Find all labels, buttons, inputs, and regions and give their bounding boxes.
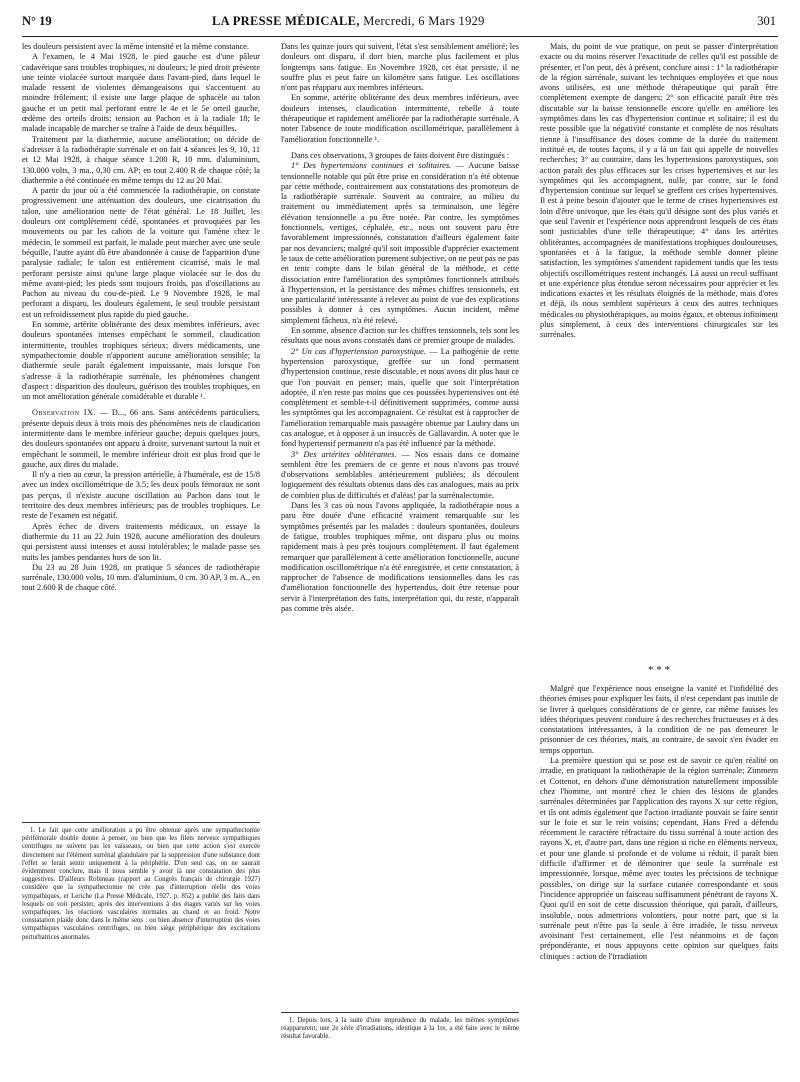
issue-number: N° 19 [22,14,52,28]
running-header [22,12,778,32]
issue-date: Mercredi, 6 Mars 1929 [363,14,485,28]
group-1-text: Aucune baisse tensionnelle notable qui pût être prise en considération n'a été obtenue par cette méthode, contrairement aux constatations des promoteurs de la radiothérapie surrénale. Souvent au contraire, au milieu du traitement ou immédiatement après sa terminaison, une légère élévation tensionnelle a pu être notée. Par contre, les symptômes fonctionnels, vertiges, céphalée, etc., nous ont souvent paru être favorablement impressionnés, constatation d'ailleurs également faite par nos devanciers; malgré qu'il soit impossible d'apprécier exactement le taux de cette amélioration purement subjective, on ne peut pas ne pas en tenir compte dans le bilan général de la méthode, et cette dissociation entre l'amélioration des symptômes fonctionnels attribués à l'hypertension, et la persistance des mêmes chiffres tensionnels, est une particularité intéressante à relever au point de vue des explications possibles à donner à ces symptômes. Aucun incident, même simplement fâcheux, n'a été relevé. [281,161,520,325]
footnote-rule [281,1012,519,1013]
paragraph: Mais, du point de vue pratique, on peut se passer d'interprétation exacte ou du moins réserver l'exactitude de celles qu'il est possible de présenter, et l'on peut, dès à présent, conclure ainsi : 1° la radiothérapie de la région surrénale, suivant les techniques employées et que nous avons utilisées, est une méthode thérapeutique qui paraît être complètement exempte de dangers; 2° son efficacité paraît être très discutable sur la baisse tensionnelle encore qu'elle en améliore les symptômes dans les cas d'hypertension continue et solitaire; il est du reste possible que la négativité constante et complète de nos résultats tienne à l'insuffisance des doses comme de la durée du traitement institué et, de toutes façons, il y a là un fait qui appelle de nouvelles recherches; 3° au contraire, dans les hypertensions paroxystiques, son action paraît des plus efficaces sur les crises hypertensives et sur les symptômes qui les accompagnent, nulle, par contre, sur le fond d'hypertension continue sur lequel se greffent ces crises hypertensives. Il est à peine besoin d'ajouter que le terme de crises hypertensives est loin d'être univoque, que les états qu'il désigne sont des plus variés et que seul l'avenir et l'expérience nous apprendront lesquels de ces états sont justiciables d'une telle thérapeutique; 4° dans les artérites oblitérantes, accompagnées de manifestations trophiques douloureuses, spontanées et à la fatigue, la méthode semble donner pleine satisfaction, les symptômes s'amendent rapidement tandis que les tests objectifs oscillométriques restent inchangés. Là aussi un recul suffisant et une expérience plus étendue seront nécessaires pour apprécier et les indications exactes et les résultats éloignés de la méthode, mais d'ores et déjà, ils nous semblent supérieurs à ceux des autres techniques médicales ou physiothérapiques, au moins égaux, et obtenus infiniment plus simplement, à ceux des interventions chirurgicales sur les surrénales. [540,42,778,340]
paragraph: Dans les quinze jours qui suivent, l'état s'est sensiblement amélioré; les douleurs ont disparu, il dort bien, marche plus facilement et plus longtemps sans fatigue. En Novembre 1928, cet état persiste, il ne souffre plus et peut faire un kilomètre sans fatigue. Les oscillations n'ont pas réapparu aux membres inférieurs. [281,42,519,93]
paragraph: En somme, artérite oblitérante des deux membres inférieurs, avec douleurs spontanées intenses empêchant le sommeil, claudication intermittente, troubles trophiques sérieux; divers médicaments, une sympathectomie double n'apportent aucune amélioration sensible; la diathermie seule paraît également impuissante, mais lorsque l'on s'adresse à la radiothérapie surrénale, les phénomènes changent d'aspect : disparition des douleurs, guérison des troubles trophiques, en un mot amélioration générale considérable et durable ¹. [22,320,260,402]
paragraph: Malgré que l'expérience nous enseigne la vanité et l'infidélité des théories émises pour expliquer les faits, il n'est cependant pas inutile de se livrer à quelques considérations de ce genre, car même fausses les idées théoriques peuvent conduire à des recherches fructueuses et à des constatations intéressantes, à la condition de ne pas demeurer le prisonnier de ces théories, mais, au contraire, de savoir s'en évader en temps opportun. [540,684,778,755]
observation-label: Observation IX. [32,408,97,418]
observation-text: D..., 66 ans. Sans antécédents particuliers, présente depuis deux à trois mois des phénomènes nets de claudication intermittente dans le membre inférieur gauche; depuis quelques jours, des douleurs spontanées ont apparu à droite, survenant surtout la nuit et empêchant le sommeil, le membre inférieur droit est plus froid que le gauche, aux dires du malade. [22,408,260,469]
header-rule [22,36,778,37]
footnote-1 [22,827,260,942]
group-1-paragraph: 1° Des hypertensions continues et solitaires. — Aucune baisse tensionnelle notable qui pût être prise en considération n'a été obtenue par cette méthode, contrairement aux constatations des promoteurs de la radiothérapie surrénale. Souvent au contraire, au milieu du traitement ou immédiatement après sa terminaison, une légère élévation tensionnelle a pu être notée. Par contre, les symptômes fonctionnels, vertiges, céphalée, etc., nous ont souvent paru être favorablement impressionnés, constatation d'ailleurs également faite par nos devanciers; malgré qu'il soit impossible d'apprécier exactement le taux de cette amélioration purement subjective, on ne peut pas ne pas en tenir compte dans le bilan général de la méthode, et cette dissociation entre l'amélioration des symptômes fonctionnels attribués à l'hypertension, et la persistance des mêmes chiffres tensionnels, est une particularité intéressante à relever au point de vue des explications possibles à donner à ces symptômes. Aucun incident, même simplement fâcheux, n'a été relevé. [281,161,520,325]
paragraph: La première question qui se pose est de savoir ce qu'en réalité on irradie, en pratiquant la radiothérapie de la région surrénale; Zimmern et Cottenot, en dehors d'une démonstration naturellement impossible chez l'homme, ont montré chez le chien des lésions de glandes surrénales déterminées par l'application des rayons X sur cette région, et ils ont admis également que l'action irradiante pouvait se faire sentir sur le foie et sur le rein voisins; cependant, Hans Fred a défendu récemment le caractère réfractaire du tissu surrénal à toute action des rayons X, et, d'autre part, dans une région si riche en éléments nerveux, et pour une glande si profonde et de volume si réduit, il paraît bien difficile d'affirmer et de démontrer que seule la surrénale est impressionnée, lorsque, même avec toutes les précisions de technique possibles, on dirige sur la surface cutanée correspondante et sous l'incidence appropriée un faisceau suffisamment pénétrant de rayons X. Quoi qu'il en soit de cette discussion théorique, qui paraît, d'ailleurs, insoluble, nous admettrions volontiers, pour notre part, que si la surrénale peut n'être pas la seule à être irradiée, le tissu nerveux avoisinant l'est certainement, elle l'est néanmoins et de façon prépondérante, et nous appuyons cette opinion sur quelques faits cliniques : action de l'irradiation [540,756,778,961]
observation-paragraph: Observation IX. — D..., 66 ans. Sans antécédents particuliers, présente depuis deux à trois mois des phénomènes nets de claudication intermittente dans le membre inférieur gauche; depuis quelques jours, des douleurs spontanées ont apparu à droite, survenant surtout la nuit et empêchant le sommeil, le membre inférieur droit est plus froid que le gauche, aux dires du malade. [22,408,260,469]
paragraph: Dans ces observations, 3 groupes de faits doivent être distingués : [291,150,510,160]
paragraph: Après échec de divers traitements médicaux, on essaye la diathermie du 11 au 22 Juin 1928, aucune amélioration des douleurs qui persistent aussi intenses et aussi intolérables; le malade passe ses nuits les jambes pendantes hors de son lit. [22,521,260,562]
paragraph: En somme, absence d'action sur les chiffres tensionnels, tels sont les résultats que nous avons constatés dans ce premier groupe de malades. [281,326,519,346]
group-2-text: La pathogénie de cette hypertension paroxystique, greffée sur un fond permanent d'hypertension continue, reste discutable, et nous avons dit plus haut ce que l'on pouvait en penser; mais, quelle que soit l'interprétation adoptée, il n'en reste pas moins que ces poussées hypertensives ont été complètement et semble-t-il définitivement supprimées, comme aussi les symptômes qui les accompagnaient. Ce résultat est à rapprocher de l'amélioration remarquable mais passagère obtenue par Laubry dans un cas analogue, et à opposer à un insuccès de Gallavardin. A noter que le fond hypertensif permanent n'a pas été influencé par la méthode. [281,346,519,449]
footnote-text: 1. Depuis lors, à la suite d'une imprudence du malade, les mêmes symptômes réapparurent; une 2e série d'irradiations, identique à la 1re, a été faite avec le même résultat favorable. [281,1017,519,1041]
journal-title [212,14,485,29]
paragraph: Du 23 au 28 Juin 1928, on pratique 5 séances de radiothérapie surrénale, 130.000 volts, 10 mm. d'aluminium, 0 cm. 30 AP, 3 m. A., en tout 2.600 R de chaque côté. [22,562,260,593]
paragraph: Il n'y a rien au cœur, la pression artérielle, à l'humérale, est de 15/8 avec un index oscillométrique de 3.5; les deux pouls fémoraux ne sont pas perçus, il n'existe aucune oscillation au Pachon dans tout le territoire des deux membres inférieurs; pas de troubles trophiques. Le reste de l'examen est négatif. [22,470,260,521]
group-2-paragraph: 2° Un cas d'hypertension paroxystique. — La pathogénie de cette hypertension paroxystique, greffée sur un fond permanent d'hypertension continue, reste discutable, et nous avons dit plus haut ce que l'on pouvait en penser; mais, quelle que soit l'interprétation adoptée, il n'en reste pas moins que ces poussées hypertensives ont été complètement et semble-t-il définitivement supprimées, comme aussi les symptômes qui les accompagnaient. Ce résultat est à rapprocher de l'amélioration remarquable mais passagère obtenue par Laubry dans un cas analogue, et à opposer à un insuccès de Gallavardin. A noter que le fond hypertensif permanent n'a pas été influencé par la méthode. [281,346,519,449]
paragraph: En somme, artérite oblitérante des deux membres inférieurs, avec douleurs intenses, claudication intermittente, rebelle à toute thérapeutique et rapidement améliorée par la radiothérapie surrénale. A noter l'absence de toute modification oscillométrique, parallèlement à l'amélioration fonctionnelle ¹. [281,93,519,144]
group-3-paragraph: 3° Des artérites oblitérantes. — Nos essais dans ce domaine semblent être les premiers de ce genre et nous n'avons pas trouvé d'observations semblables antérieurement publiées; ils découlent logiquement des résultats obtenus dans des cas analogues, mais au prix de combien plus de difficultés et d'aléas! par la surrénalectomie. [281,449,519,500]
footnote-text: 1. Le fait que cette amélioration a pu être obtenue après une sympathectomie périfémorale double donne à penser, ou bien que les filets nerveux sympathiques centrifuges ne suivent pas les vaisseaux, ou bien que cette action s'est exercée directement sur l'élément surrénal glandulaire par la suppression d'une substance dont l'effet se ferait sentir uniquement à la périphérie. D'un seul cas, on ne saurait évidemment conclure, mais il nous semble y avoir là une constatation des plus suggestives. D'ailleurs Robineau (rapport au Congrès français de chirurgie 1927) considère que la sympathectomie ne crée pas d'interruption réelle des voies sympathiques, et Leriche (La Presse Médicale, 1927, p. 852) a publié des faits dans lesquels on voit persister, après des interventions à des étages variés sur les voies sympathiques, les réactions vasculaires normales au chaud et au froid. Notre constatation plaide donc dans le même sens : ou bien absence d'interruption des voies sympathiques vasculaires centrifuges, ou bien siège périphérique des excitations perturbatrices anormales. [22,827,260,941]
group-3-label: 3° Des artérites oblitérantes. [291,449,397,459]
paragraph: A l'examen, le 4 Mai 1928, le pied gauche est d'une pâleur cadavérique sans troubles trophiques, ni douleurs; le pied droit présente une teinte violacée surtout marquée dans l'avant-pied, dans lequel le malade ressent de violentes démangeaisons qui s'accentuent au moindre frôlement; il existe une large plaque de sphacèle au talon gauche et un petit mal perforant entre le 4e et le 5e orteil gauche, œdème des orteils droits; tension au Pachon et à la radiale 18; le malade incapable de marcher se traîne à l'aide de deux béquilles. [22,52,260,134]
paragraph: Dans les 3 cas où nous l'avons appliquée, la radiothérapie nous a paru être douée d'une efficacité vraiment remarquable sur les symptômes présentés par les malades : douleurs spontanées, douleurs de fatigue, troubles trophiques même, ont disparu plus ou moins rapidement mais à peu près toujours complètement. Il faut également remarquer que parallèlement à cette amélioration fonctionnelle, aucune modification oscillométrique n'a été enregistrée, et cette constatation, à rapprocher de l'absence de modifications tensionnelles dans les cas d'amélioration fonctionnelle des hypertendus, doit être retenue pour servir à l'interprétation des faits, interprétation qui, du reste, n'apparaît pas comme très aisée. [281,501,519,614]
paragraph: A partir du jour où a été commencée la radiothérapie, on constate progressivement une atténuation des douleurs, une cicatrisation du talon, une amélioration nette de l'état général. Le 18 Juillet, les douleurs ont complètement cédé, spontanées et provoquées par les mouvements ou par les cahots de la voiture qui l'amène chez le médecin, le sommeil est parfait, le malade peut marcher avec une seule béquille, l'autre ayant dû être abandonnée à cause de l'apparition d'une paralysie radiale; le talon est entièrement cicatrisé, mais le mal perforant persiste ainsi qu'une large plaque violacée sur le dos du même avant-pied; les pieds sont toujours froids, pas d'oscillations au Pachon au niveau du cou-de-pied. Le 9 Novembre 1928, le mal perforant a disparu, les douleurs également, le seul trouble persistant est un refroidissement plus rapide du pied gauche. [22,186,260,319]
group-2-label: 2° Un cas d'hypertension paroxystique. [291,346,426,356]
section-separator-stars: * * * [648,664,670,676]
paragraph: les douleurs persistent avec la même intensité et la même constance. [22,42,249,51]
page-number: 301 [757,14,776,28]
column-3-continued [540,684,778,962]
group-1-label: 1° Des hypertensions continues et solitaires. [291,161,452,171]
group-3-text: Nos essais dans ce domaine semblent être les premiers de ce genre et nous n'avons pas trouvé d'observations semblables antérieurement publiées; ils découlent logiquement des résultats obtenus dans des cas analogues, mais au prix de combien plus de difficultés et d'aléas! par la surrénalectomie. [281,449,519,500]
footnote-rule [22,822,260,823]
footnote-2 [281,1017,519,1042]
paragraph: Traitement par la diathermie, aucune amélioration; on décide de s'adresser à la radiothérapie surrénale et on fait 4 séances les 9, 10, 11 et 12 Mai 1928, à chaque séance 1.200 R, 10 mm. d'aluminium, 130.000 volts, 3 ma., 0,30 cm. AP; en tout 2.400 R de chaque côté; la diathermie a été continuée en même temps du 12 au 20 Mai. [22,134,260,185]
column-3 [540,42,778,341]
column-2 [281,42,519,614]
column-1 [22,42,260,594]
journal-page [22,12,778,1072]
journal-name: LA PRESSE MÉDICALE, [212,14,360,28]
